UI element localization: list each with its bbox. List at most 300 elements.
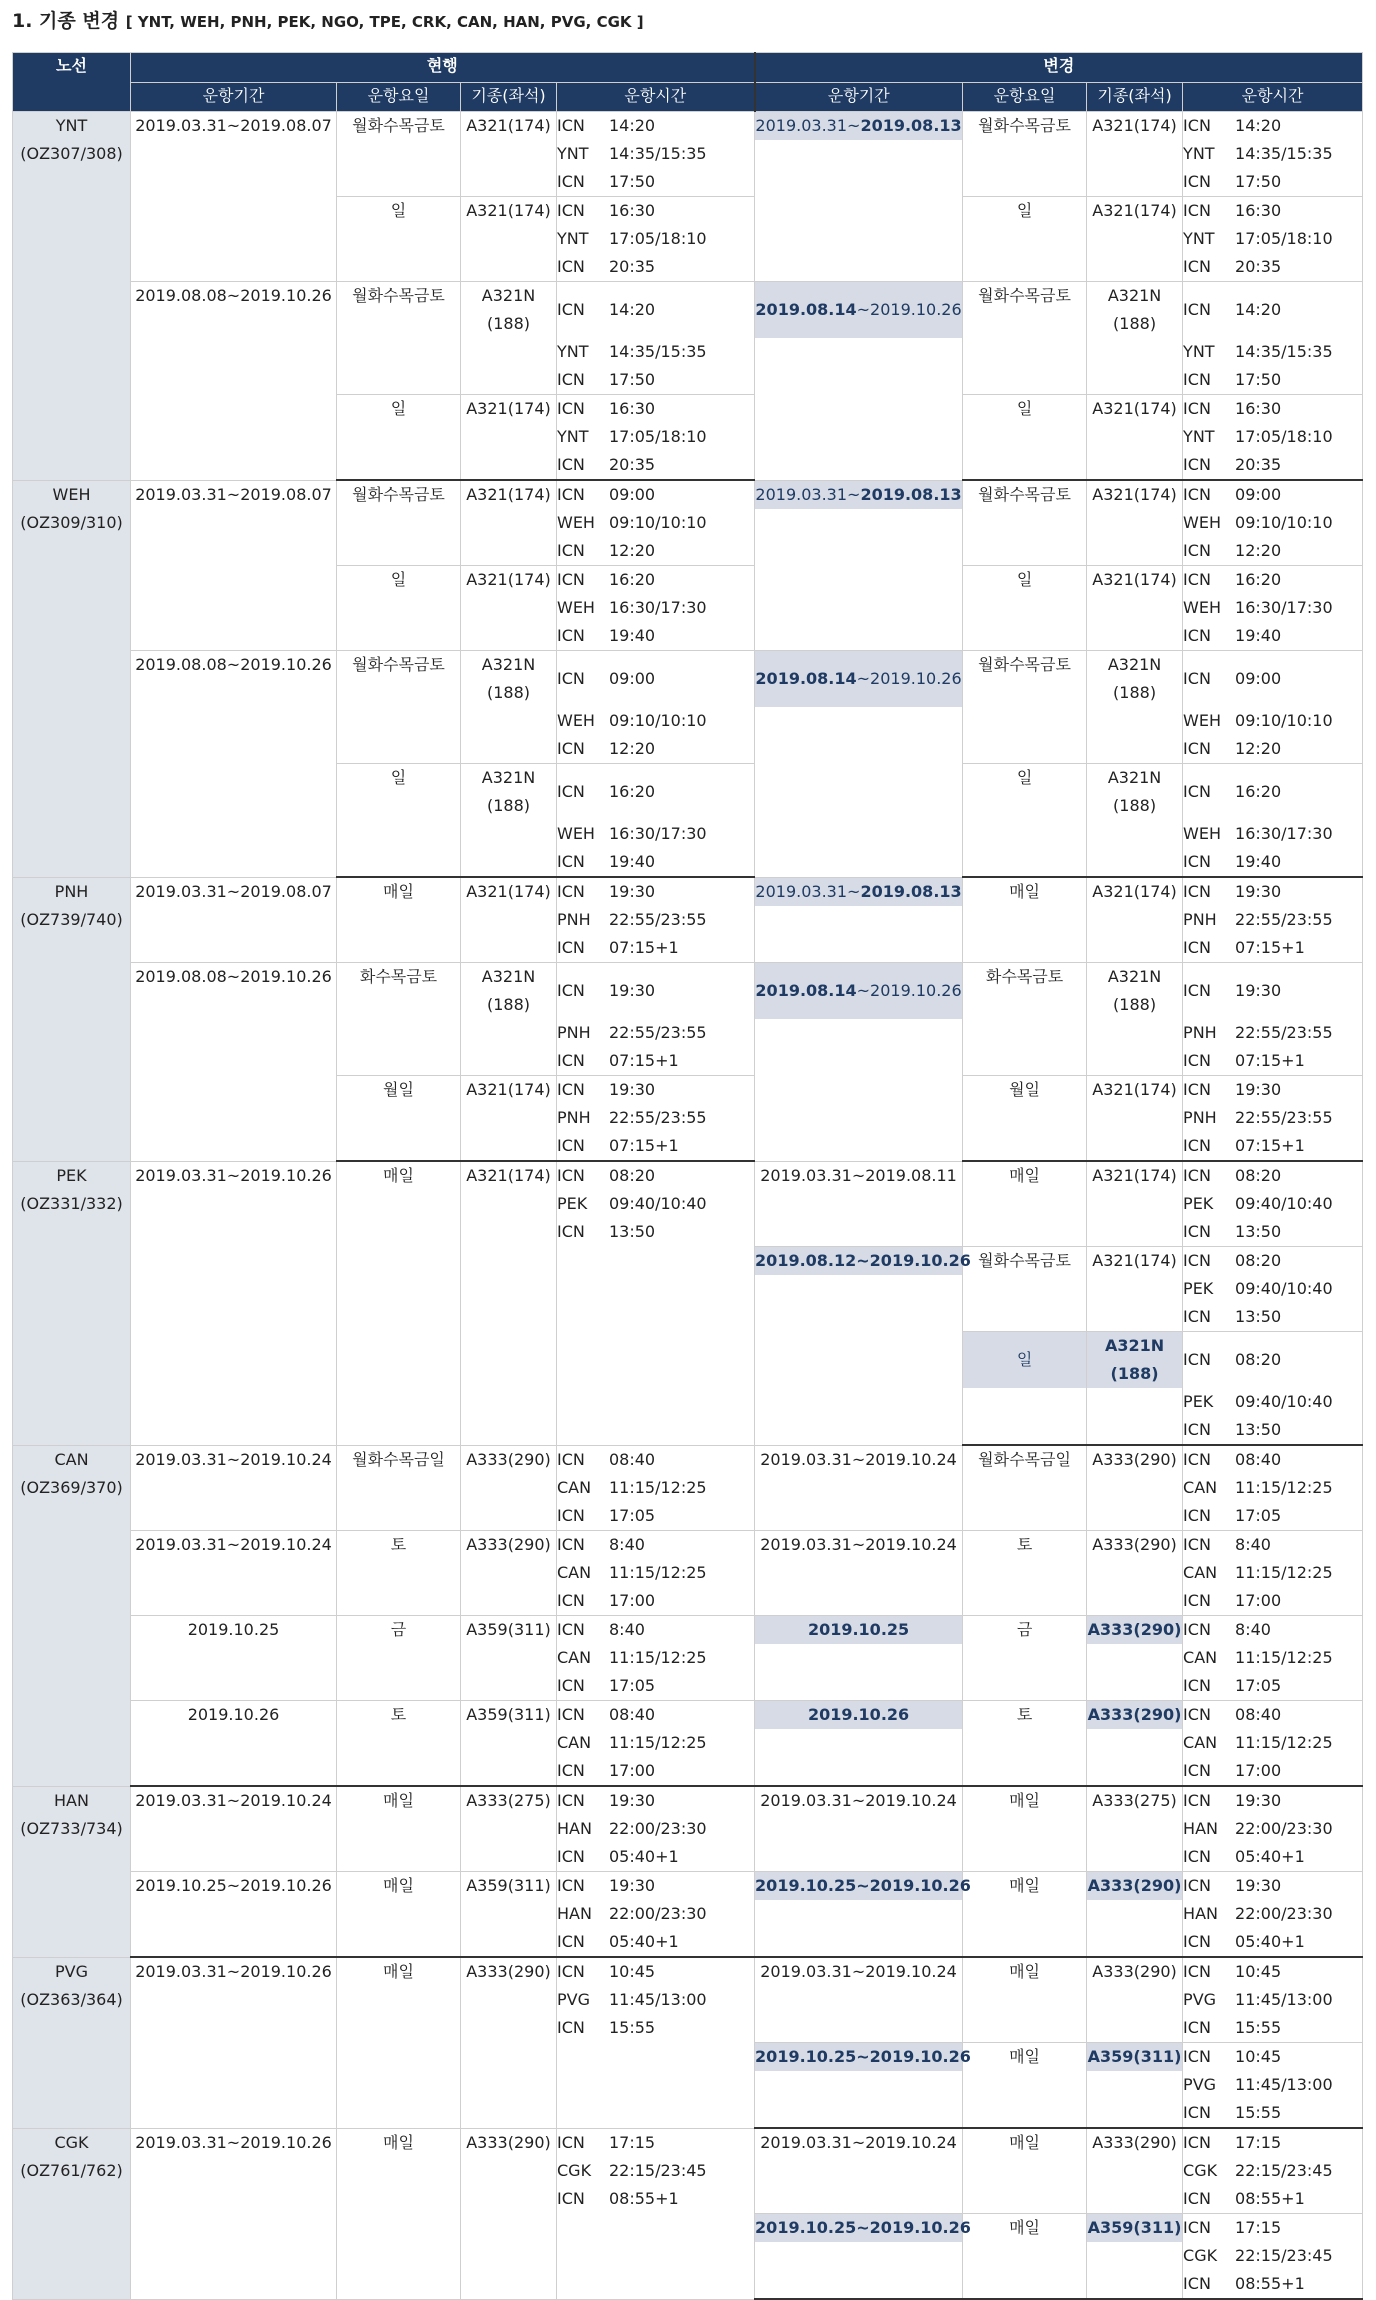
airport-code: ICN bbox=[1183, 852, 1211, 871]
aircraft-box bbox=[461, 764, 556, 820]
time-line bbox=[1183, 1531, 1362, 1559]
changed-aircraft bbox=[1087, 480, 1183, 566]
airport-code: PVG bbox=[1183, 2075, 1217, 2094]
aircraft-type: A359(311) bbox=[466, 1876, 551, 1895]
current-period bbox=[131, 1531, 337, 1616]
time-value: 08:40 bbox=[609, 1705, 656, 1724]
period-end: ~2019.10.26 bbox=[856, 669, 962, 688]
aircraft-seats: (188) bbox=[486, 314, 531, 333]
aircraft-type: A359(311) bbox=[1087, 2047, 1182, 2066]
days-text: 월화수목금일 bbox=[978, 1450, 1071, 1469]
time-line bbox=[557, 1162, 754, 1190]
period-text: 2019.03.31~2019.10.24 bbox=[760, 1791, 957, 1810]
period-end: 2019.08.13 bbox=[860, 116, 962, 135]
airport-code: ICN bbox=[557, 257, 585, 276]
period-text: 2019.03.31~2019.10.26 bbox=[135, 2132, 332, 2152]
table-row bbox=[13, 1957, 1363, 2043]
time-line bbox=[1183, 1701, 1362, 1729]
changed-aircraft bbox=[1087, 2043, 1183, 2129]
airport-code: ICN bbox=[557, 1136, 585, 1155]
changed-days bbox=[963, 1247, 1087, 1332]
time-value: 07:15+1 bbox=[1235, 1051, 1305, 1070]
current-period bbox=[131, 1701, 337, 1787]
table-row bbox=[13, 1872, 1363, 1958]
header-aircraft-current: 기종(좌석) bbox=[461, 83, 557, 112]
changed-times bbox=[1183, 1076, 1363, 1162]
airport-code: ICN bbox=[557, 1676, 585, 1695]
days-text: 일 bbox=[1016, 399, 1033, 418]
changed-days bbox=[963, 480, 1087, 566]
current-days bbox=[337, 1076, 461, 1162]
days-text: 월화수목금토 bbox=[352, 116, 445, 135]
table-row bbox=[13, 877, 1363, 963]
airport-code: ICN bbox=[1183, 541, 1211, 560]
current-aircraft bbox=[461, 197, 557, 282]
period-end: 2019.08.13 bbox=[860, 881, 962, 901]
days-text: 월일 bbox=[383, 1080, 414, 1099]
airport-code: ICN bbox=[1183, 1676, 1211, 1695]
table-row bbox=[13, 963, 1363, 1076]
aircraft-type: A333(290) bbox=[1087, 1705, 1182, 1724]
aircraft-type: A333(290) bbox=[466, 2132, 551, 2152]
time-value: 11:15/12:25 bbox=[1235, 1648, 1333, 1667]
days-text: 월화수목금일 bbox=[352, 1449, 445, 1469]
time-line bbox=[1183, 906, 1362, 934]
period-text: 2019.10.26 bbox=[187, 1705, 280, 1724]
period-start: 2019.03.31~ bbox=[755, 116, 861, 135]
airport-code: WEH bbox=[1183, 711, 1222, 730]
time-value: 17:50 bbox=[1235, 172, 1282, 191]
time-line bbox=[1183, 707, 1362, 735]
time-line bbox=[557, 1104, 754, 1132]
changed-period bbox=[755, 1161, 963, 1247]
days-text: 월화수목금토 bbox=[978, 485, 1071, 504]
current-days bbox=[337, 963, 461, 1076]
time-value: 17:15 bbox=[1235, 2133, 1282, 2152]
airport-code: ICN bbox=[557, 1591, 585, 1610]
period-end: 2019.08.13 bbox=[860, 484, 962, 504]
time-line bbox=[1183, 1900, 1362, 1928]
time-value: 20:35 bbox=[1235, 455, 1282, 474]
changed-period bbox=[755, 2128, 963, 2214]
changed-aircraft bbox=[1087, 1247, 1183, 1332]
airport-code: ICN bbox=[1183, 739, 1211, 758]
changed-aircraft bbox=[1087, 651, 1183, 764]
days-text: 월일 bbox=[1009, 1080, 1040, 1099]
time-line bbox=[1183, 820, 1362, 848]
time-value: 16:20 bbox=[609, 570, 656, 589]
changed-period bbox=[755, 651, 963, 878]
changed-aircraft bbox=[1087, 1076, 1183, 1162]
airport-code: PNH bbox=[557, 910, 591, 929]
days-text: 토 bbox=[1016, 1535, 1033, 1554]
changed-days bbox=[963, 651, 1087, 764]
days-text: 매일 bbox=[383, 1166, 414, 1185]
time-value: 11:15/12:25 bbox=[609, 1563, 707, 1582]
current-aircraft bbox=[461, 566, 557, 651]
days-text: 월화수목금토 bbox=[978, 1251, 1071, 1270]
current-aircraft bbox=[461, 1445, 557, 1531]
time-value: 17:15 bbox=[609, 2132, 656, 2152]
current-aircraft bbox=[461, 480, 557, 566]
days-text: 토 bbox=[390, 1705, 407, 1724]
time-line bbox=[1183, 1132, 1362, 1160]
period-text: 2019.03.31~2019.08.07 bbox=[135, 881, 332, 901]
time-line bbox=[557, 1076, 754, 1104]
airport-code: CGK bbox=[1183, 2246, 1218, 2265]
changed-period bbox=[755, 1531, 963, 1616]
time-line bbox=[557, 481, 754, 509]
current-times bbox=[557, 1957, 755, 2128]
time-value: 16:30/17:30 bbox=[1235, 598, 1333, 617]
time-line bbox=[557, 225, 754, 253]
changed-days bbox=[963, 1161, 1087, 1247]
airport-code: ICN bbox=[557, 370, 585, 389]
route-code: CAN bbox=[54, 1449, 89, 1469]
time-value: 19:40 bbox=[609, 626, 656, 645]
time-value: 08:20 bbox=[609, 1166, 656, 1185]
time-line bbox=[557, 820, 754, 848]
current-aircraft bbox=[461, 1531, 557, 1616]
changed-days bbox=[963, 877, 1087, 963]
changed-days bbox=[963, 1445, 1087, 1531]
header-time-current: 운항시간 bbox=[557, 83, 755, 112]
days-text: 일 bbox=[390, 399, 407, 418]
period-text: 2019.10.25~2019.10.26 bbox=[755, 1876, 971, 1895]
time-value: 19:30 bbox=[1235, 1791, 1282, 1810]
current-times bbox=[557, 112, 755, 197]
days-text: 일 bbox=[390, 201, 407, 220]
time-value: 15:55 bbox=[1235, 2103, 1282, 2122]
aircraft-box bbox=[461, 963, 556, 1019]
aircraft-seats: (188) bbox=[1113, 796, 1157, 815]
days-text: 월화수목금토 bbox=[978, 286, 1071, 305]
time-value: 19:30 bbox=[1235, 882, 1282, 901]
airport-code: HAN bbox=[557, 1819, 592, 1838]
changed-aircraft bbox=[1087, 112, 1183, 197]
current-days bbox=[337, 1786, 461, 1872]
airport-code: ICN bbox=[1183, 1932, 1211, 1951]
current-aircraft bbox=[461, 1701, 557, 1787]
current-period bbox=[131, 1161, 337, 1445]
airport-code: PEK bbox=[1183, 1279, 1214, 1298]
time-line bbox=[1183, 1986, 1362, 2014]
airport-code: YNT bbox=[1183, 144, 1215, 163]
current-aircraft bbox=[461, 963, 557, 1076]
current-aircraft bbox=[461, 1161, 557, 1445]
changed-days bbox=[963, 1786, 1087, 1872]
time-value: 16:30 bbox=[1235, 399, 1282, 418]
aircraft-seats: (188) bbox=[486, 995, 531, 1014]
changed-times bbox=[1183, 1531, 1363, 1616]
days-text: 월화수목금토 bbox=[352, 485, 445, 504]
aircraft-type: A321(174) bbox=[1092, 485, 1177, 504]
airport-code: ICN bbox=[557, 300, 585, 319]
time-line bbox=[1183, 1787, 1362, 1815]
days-text: 매일 bbox=[1009, 2047, 1040, 2066]
route-cell bbox=[13, 112, 131, 481]
airport-code: WEH bbox=[557, 513, 595, 532]
airport-code: ICN bbox=[557, 1876, 585, 1895]
route-code: WEH bbox=[52, 484, 91, 504]
airport-code: ICN bbox=[1183, 882, 1211, 901]
changed-days bbox=[963, 282, 1087, 395]
current-days bbox=[337, 1957, 461, 2128]
changed-aircraft bbox=[1087, 566, 1183, 651]
time-line bbox=[1183, 934, 1362, 962]
time-line bbox=[1183, 2214, 1362, 2242]
time-line bbox=[1183, 1729, 1362, 1757]
header-period-current: 운항기간 bbox=[131, 83, 337, 112]
time-line bbox=[1183, 2043, 1362, 2071]
time-line bbox=[557, 651, 754, 707]
time-line bbox=[557, 1616, 754, 1644]
time-line bbox=[1183, 253, 1362, 281]
days-text: 화수목금토 bbox=[985, 967, 1064, 986]
time-value: 11:15/12:25 bbox=[1235, 1478, 1333, 1497]
time-line bbox=[1183, 395, 1362, 423]
period-text: 2019.10.25~2019.10.26 bbox=[135, 1876, 332, 1895]
time-value: 19:40 bbox=[609, 852, 656, 871]
time-value: 17:05 bbox=[609, 1676, 656, 1695]
airport-code: ICN bbox=[1183, 1307, 1211, 1326]
current-aircraft bbox=[461, 1872, 557, 1958]
period-text: 2019.10.26 bbox=[807, 1705, 910, 1724]
time-value: 16:30/17:30 bbox=[1235, 824, 1333, 843]
airport-code: ICN bbox=[1183, 201, 1211, 220]
time-line bbox=[557, 1843, 754, 1871]
time-value: 22:15/23:45 bbox=[1235, 2246, 1333, 2265]
days-text: 매일 bbox=[383, 1791, 414, 1810]
airport-code: ICN bbox=[557, 172, 585, 191]
period-text: 2019.03.31~2019.08.07 bbox=[135, 116, 332, 135]
airport-code: ICN bbox=[557, 116, 585, 135]
changed-period bbox=[755, 1872, 971, 1958]
time-line bbox=[1183, 2099, 1362, 2127]
time-value: 19:40 bbox=[1235, 852, 1282, 871]
time-line bbox=[557, 1502, 754, 1530]
current-aircraft bbox=[461, 395, 557, 481]
current-days bbox=[337, 1701, 461, 1787]
time-value: 05:40+1 bbox=[609, 1847, 679, 1866]
changed-times bbox=[1183, 1161, 1363, 1247]
days-text: 일 bbox=[1016, 570, 1033, 589]
changed-aircraft bbox=[1087, 1872, 1183, 1958]
current-aircraft bbox=[461, 1616, 557, 1701]
time-value: 22:55/23:55 bbox=[609, 1108, 707, 1127]
time-value: 17:05 bbox=[609, 1505, 656, 1525]
airport-code: ICN bbox=[1183, 1791, 1211, 1810]
airport-code: CAN bbox=[1183, 1648, 1218, 1667]
route-flight: (OZ309/310) bbox=[20, 512, 123, 532]
time-value: 12:20 bbox=[1235, 541, 1282, 560]
title-subtitle: [ YNT, WEH, PNH, PEK, NGO, TPE, CRK, CAN, HAN, PVG, CGK ] bbox=[125, 13, 644, 31]
time-line bbox=[557, 1132, 754, 1160]
time-value: 09:40/10:40 bbox=[1235, 1279, 1333, 1298]
airport-code: CAN bbox=[557, 1648, 592, 1667]
time-line bbox=[1183, 1474, 1362, 1502]
current-times bbox=[557, 566, 755, 651]
time-line bbox=[557, 906, 754, 934]
current-days bbox=[337, 480, 461, 566]
route-flight: (OZ761/762) bbox=[20, 2160, 123, 2180]
time-line bbox=[557, 1587, 754, 1615]
airport-code: ICN bbox=[1183, 782, 1211, 801]
time-value: 22:00/23:30 bbox=[1235, 1904, 1333, 1923]
aircraft-seats: (188) bbox=[1113, 314, 1157, 333]
time-line bbox=[557, 566, 754, 594]
time-line bbox=[557, 2129, 754, 2157]
aircraft-type: A321N bbox=[481, 967, 536, 986]
period-start: 2019.08.14 bbox=[755, 300, 857, 319]
airport-code: PNH bbox=[557, 1023, 591, 1042]
route-flight: (OZ733/734) bbox=[20, 1818, 123, 1838]
time-value: 17:05/18:10 bbox=[609, 229, 707, 248]
current-days bbox=[337, 197, 461, 282]
current-times bbox=[557, 1872, 755, 1958]
time-value: 07:15+1 bbox=[609, 1136, 679, 1155]
days-text: 일 bbox=[390, 768, 407, 787]
header-route: 노선 bbox=[13, 53, 131, 112]
airport-code: WEH bbox=[557, 824, 595, 843]
airport-code: PVG bbox=[1183, 1990, 1217, 2009]
airport-code: CAN bbox=[1183, 1563, 1218, 1582]
time-line bbox=[557, 1559, 754, 1587]
time-value: 09:00 bbox=[609, 669, 656, 688]
current-times bbox=[557, 1616, 755, 1701]
time-line bbox=[1183, 1559, 1362, 1587]
airport-code: ICN bbox=[1183, 1876, 1211, 1895]
time-line bbox=[1183, 537, 1362, 565]
changed-days bbox=[963, 1701, 1087, 1787]
days-text: 일 bbox=[1016, 768, 1033, 787]
aircraft-type: A359(311) bbox=[466, 1620, 551, 1639]
aircraft-type: A321(174) bbox=[1092, 1251, 1177, 1270]
changed-days bbox=[963, 1957, 1087, 2043]
changed-period bbox=[755, 1247, 971, 1446]
aircraft-type: A321N bbox=[1104, 1336, 1165, 1355]
aircraft-type: A321(174) bbox=[466, 1080, 551, 1099]
changed-days bbox=[963, 112, 1087, 197]
time-value: 12:20 bbox=[609, 739, 656, 758]
changed-period bbox=[755, 2043, 971, 2129]
airport-code: ICN bbox=[557, 1962, 585, 1981]
changed-times bbox=[1183, 2043, 1363, 2129]
airport-code: ICN bbox=[557, 201, 585, 220]
time-line bbox=[1183, 1502, 1362, 1530]
airport-code: ICN bbox=[557, 570, 585, 589]
time-line bbox=[557, 1729, 754, 1757]
current-days bbox=[337, 282, 461, 395]
time-value: 16:20 bbox=[1235, 570, 1282, 589]
days-text: 매일 bbox=[1009, 1791, 1040, 1810]
time-line bbox=[1183, 1757, 1362, 1785]
changed-times bbox=[1183, 197, 1363, 282]
time-value: 20:35 bbox=[609, 257, 656, 276]
time-value: 08:55+1 bbox=[1235, 2274, 1305, 2293]
aircraft-type: A321N bbox=[481, 768, 536, 787]
time-line bbox=[1183, 2014, 1362, 2042]
days-text: 일 bbox=[1016, 201, 1033, 220]
period-text: 2019.10.25~2019.10.26 bbox=[755, 2218, 971, 2237]
airport-code: ICN bbox=[557, 1449, 585, 1469]
time-value: 07:15+1 bbox=[1235, 938, 1305, 957]
time-line bbox=[557, 1190, 754, 1218]
time-value: 14:20 bbox=[609, 300, 656, 319]
time-value: 11:15/12:25 bbox=[609, 1733, 707, 1752]
changed-times bbox=[1183, 1445, 1363, 1531]
route-cell bbox=[13, 1786, 131, 1957]
airport-code: ICN bbox=[557, 1791, 585, 1810]
time-line bbox=[1183, 1388, 1362, 1416]
time-value: 8:40 bbox=[609, 1535, 645, 1554]
time-value: 08:40 bbox=[1235, 1450, 1282, 1469]
airport-code: ICN bbox=[557, 2188, 585, 2208]
airport-code: HAN bbox=[1183, 1819, 1218, 1838]
airport-code: WEH bbox=[557, 711, 595, 730]
days-text: 매일 bbox=[1009, 882, 1040, 901]
time-line bbox=[1183, 878, 1362, 906]
days-text: 일 bbox=[1016, 1350, 1033, 1369]
airport-code: ICN bbox=[1183, 1962, 1211, 1981]
aircraft-type: A333(290) bbox=[1092, 1962, 1177, 1981]
time-line bbox=[1183, 1332, 1362, 1388]
airport-code: ICN bbox=[1183, 570, 1211, 589]
current-days bbox=[337, 1161, 461, 1445]
time-line bbox=[557, 395, 754, 423]
table-row bbox=[13, 112, 1363, 197]
changed-aircraft bbox=[1087, 2128, 1183, 2214]
airport-code: ICN bbox=[1183, 2274, 1211, 2293]
time-value: 14:35/15:35 bbox=[609, 342, 707, 361]
changed-times bbox=[1183, 1701, 1363, 1787]
airport-code: YNT bbox=[557, 229, 589, 248]
time-line bbox=[1183, 1644, 1362, 1672]
changed-days bbox=[963, 395, 1087, 481]
header-current: 현행 bbox=[131, 53, 755, 83]
time-value: 17:05/18:10 bbox=[609, 427, 707, 446]
time-line bbox=[1183, 338, 1362, 366]
aircraft-type: A321(174) bbox=[466, 485, 551, 504]
aircraft-type: A321N bbox=[481, 655, 536, 674]
aircraft-box bbox=[461, 282, 556, 338]
current-days bbox=[337, 2128, 461, 2299]
time-value: 10:45 bbox=[1235, 1962, 1282, 1981]
time-value: 10:45 bbox=[1235, 2047, 1282, 2066]
current-days bbox=[337, 1445, 461, 1531]
time-line bbox=[1183, 1047, 1362, 1075]
airport-code: ICN bbox=[1183, 1506, 1211, 1525]
airport-code: CAN bbox=[557, 1733, 592, 1752]
airport-code: WEH bbox=[1183, 598, 1222, 617]
time-line bbox=[557, 1928, 754, 1956]
time-line bbox=[1183, 509, 1362, 537]
current-period bbox=[131, 963, 337, 1162]
period-start: 2019.08.14 bbox=[755, 981, 857, 1000]
route-flight: (OZ739/740) bbox=[20, 909, 123, 929]
period-text: 2019.03.31~2019.10.24 bbox=[760, 1535, 957, 1554]
time-value: 08:40 bbox=[1235, 1705, 1282, 1724]
aircraft-type: A321(174) bbox=[1092, 882, 1177, 901]
time-line bbox=[557, 282, 754, 338]
time-value: 16:20 bbox=[1235, 782, 1282, 801]
airport-code: ICN bbox=[1183, 938, 1211, 957]
time-value: 16:30/17:30 bbox=[609, 824, 707, 843]
current-times bbox=[557, 1786, 755, 1872]
aircraft-box bbox=[1087, 963, 1182, 1019]
changed-times bbox=[1183, 566, 1363, 651]
route-cell bbox=[13, 877, 131, 1161]
